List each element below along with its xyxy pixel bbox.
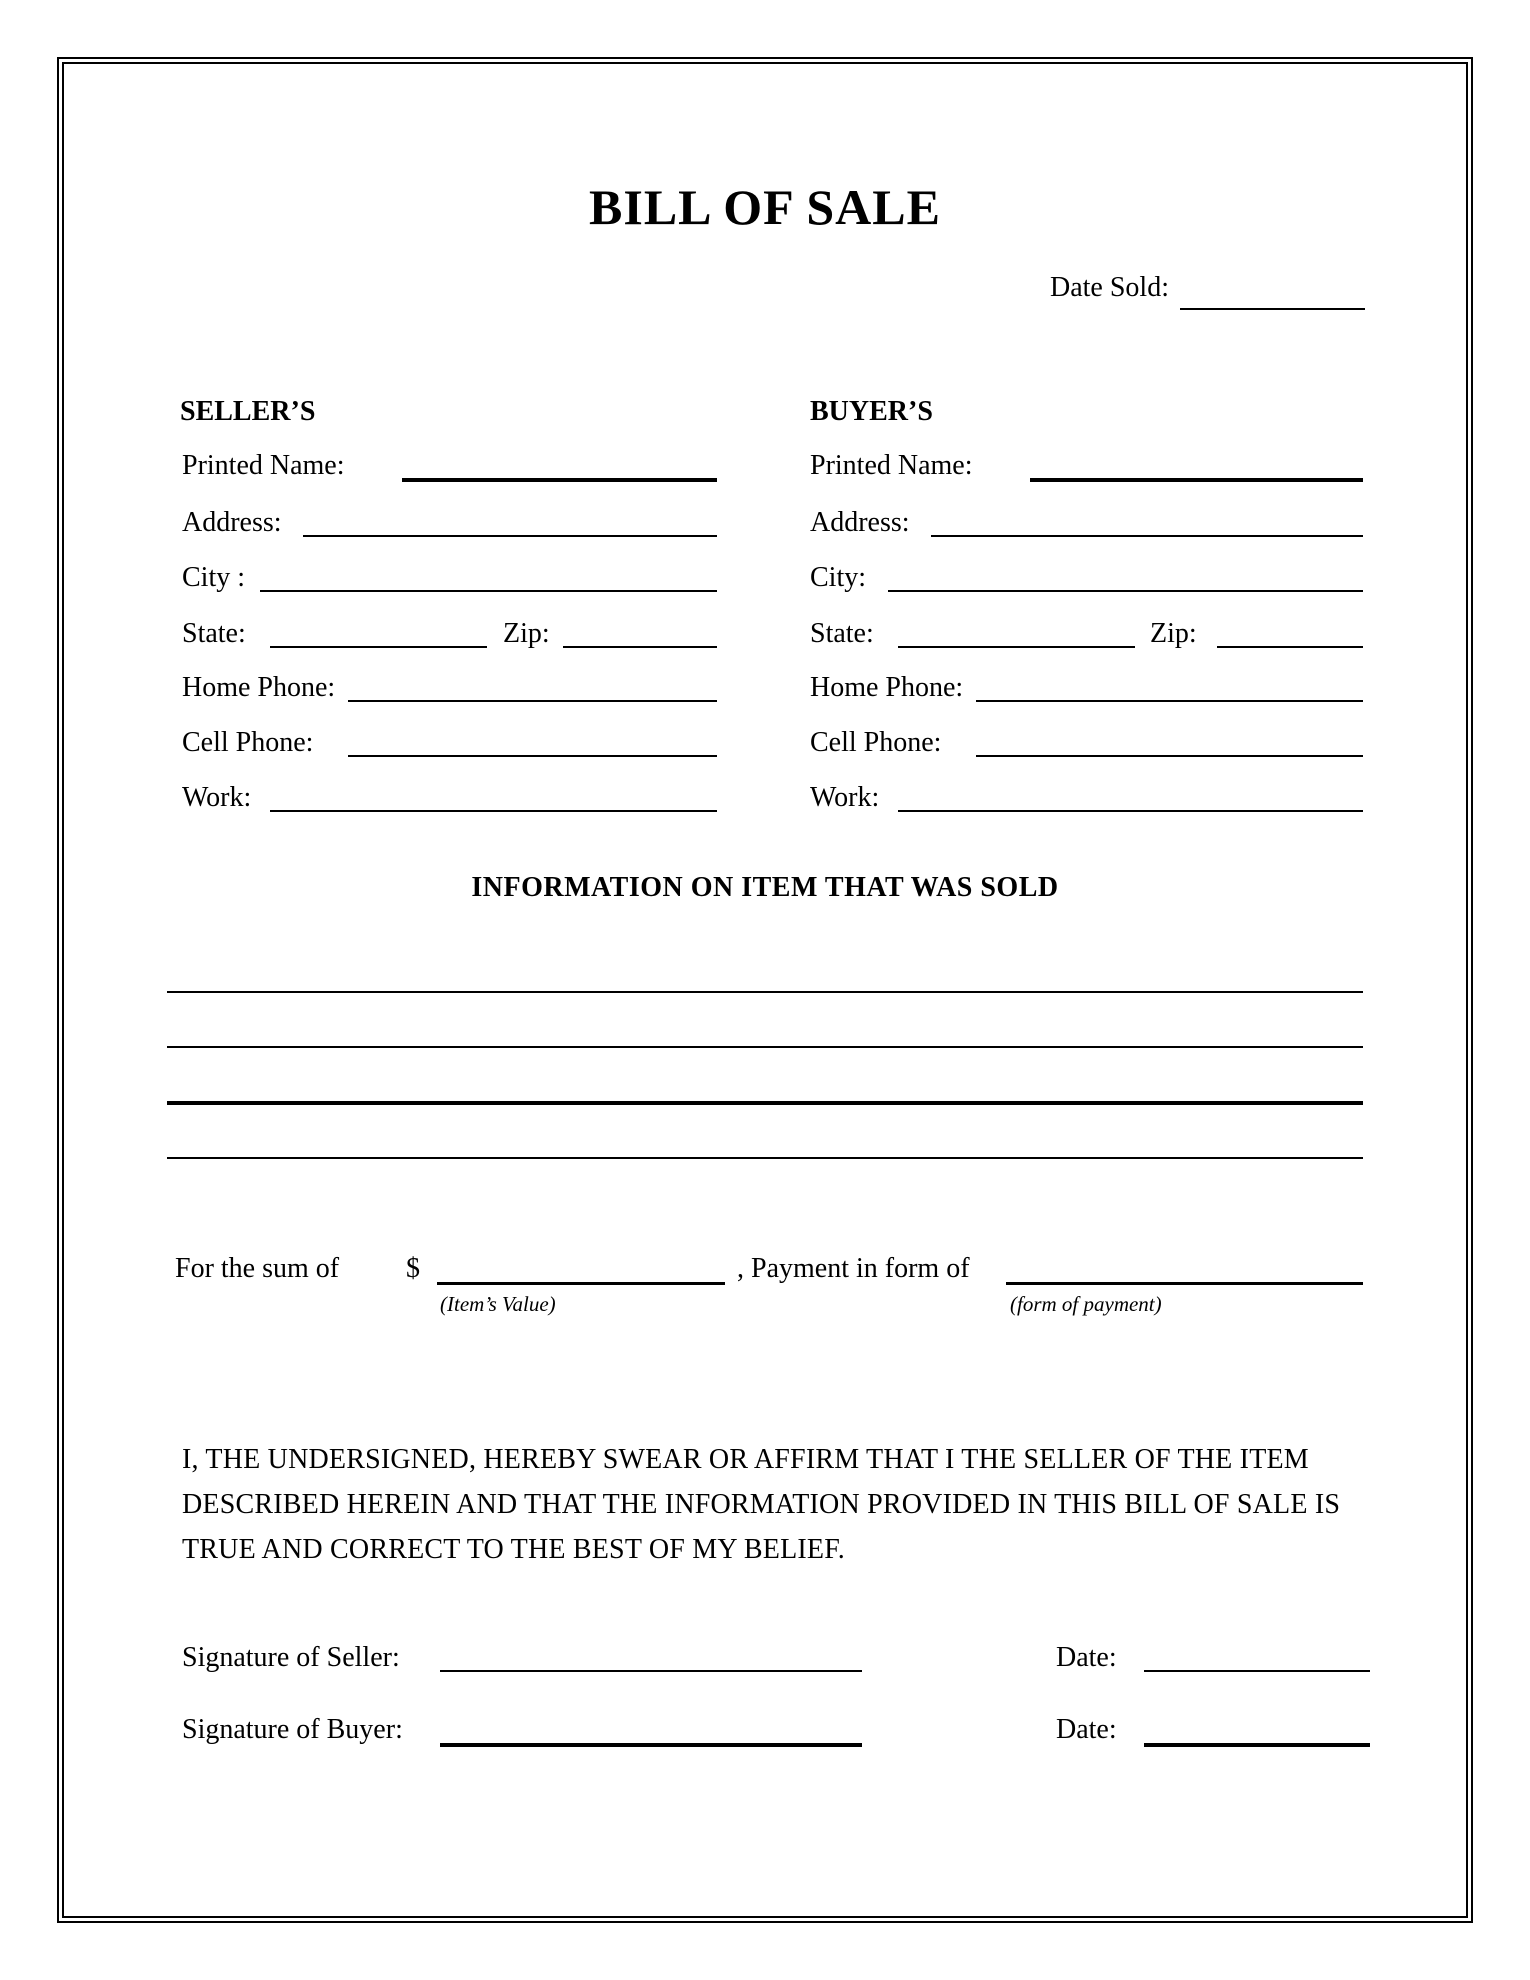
payment-form-line[interactable] [1006,1282,1363,1285]
seller-printed-name-label: Printed Name: [182,450,345,481]
seller-city-line[interactable] [260,590,717,592]
seller-printed-name-line[interactable] [402,478,717,482]
seller-date-label: Date: [1056,1642,1117,1673]
buyer-home-phone-label: Home Phone: [810,672,964,703]
payment-form-label: , Payment in form of [737,1253,970,1284]
buyer-date-label: Date: [1056,1714,1117,1745]
seller-address-label: Address: [182,507,282,538]
seller-home-phone-label: Home Phone: [182,672,336,703]
item-info-line-3[interactable] [167,1101,1363,1105]
seller-cell-phone-line[interactable] [348,755,717,757]
buyer-city-line[interactable] [888,590,1363,592]
page-title: BILL OF SALE [589,179,941,235]
item-info-heading: INFORMATION ON ITEM THAT WAS SOLD [471,872,1059,903]
seller-state-label: State: [182,618,246,649]
buyer-address-label: Address: [810,507,910,538]
seller-heading: SELLER’S [180,396,316,427]
buyer-zip-label: Zip: [1150,618,1197,649]
buyer-printed-name-label: Printed Name: [810,450,973,481]
buyer-state-label: State: [810,618,874,649]
seller-signature-line[interactable] [440,1670,862,1672]
seller-date-line[interactable] [1144,1670,1370,1672]
buyer-city-label: City: [810,562,867,593]
seller-cell-phone-label: Cell Phone: [182,727,314,758]
buyer-heading: BUYER’S [810,396,933,427]
seller-work-label: Work: [182,782,252,813]
signature-of-seller-label: Signature of Seller: [182,1642,400,1673]
seller-address-line[interactable] [303,535,717,537]
seller-state-line[interactable] [270,646,487,648]
seller-zip-label: Zip: [503,618,550,649]
seller-home-phone-line[interactable] [348,700,717,702]
seller-city-label: City : [182,562,246,593]
date-sold-label: Date Sold: [1050,272,1169,303]
signature-of-buyer-label: Signature of Buyer: [182,1714,403,1745]
item-value-line[interactable] [437,1282,725,1285]
buyer-work-label: Work: [810,782,880,813]
buyer-signature-line[interactable] [440,1743,862,1747]
sum-prefix-label: For the sum of [175,1253,340,1284]
payment-form-caption: (form of payment) [1010,1292,1162,1316]
buyer-date-line[interactable] [1144,1743,1370,1747]
seller-work-line[interactable] [270,810,717,812]
buyer-cell-phone-line[interactable] [976,755,1363,757]
item-info-line-2[interactable] [167,1046,1363,1048]
buyer-work-line[interactable] [898,810,1363,812]
buyer-state-line[interactable] [898,646,1135,648]
buyer-address-line[interactable] [931,535,1363,537]
buyer-cell-phone-label: Cell Phone: [810,727,942,758]
seller-zip-line[interactable] [563,646,717,648]
item-info-line-4[interactable] [167,1157,1363,1159]
item-info-line-1[interactable] [167,991,1363,993]
affirmation-text: I, THE UNDERSIGNED, HEREBY SWEAR OR AFFIRM THAT I THE SELLER OF THE ITEM DESCRIBED HEREIN AND THAT THE INFORMATION PROVIDED IN THIS BILL OF SALE IS TRUE AND CORRECT TO THE BEST OF MY BELIEF. [182,1444,1341,1565]
dollar-sign: $ [406,1253,420,1284]
buyer-home-phone-line[interactable] [976,700,1363,702]
item-value-caption: (Item’s Value) [440,1292,556,1316]
date-sold-line[interactable] [1180,308,1365,310]
buyer-zip-line[interactable] [1217,646,1363,648]
buyer-printed-name-line[interactable] [1030,478,1363,482]
